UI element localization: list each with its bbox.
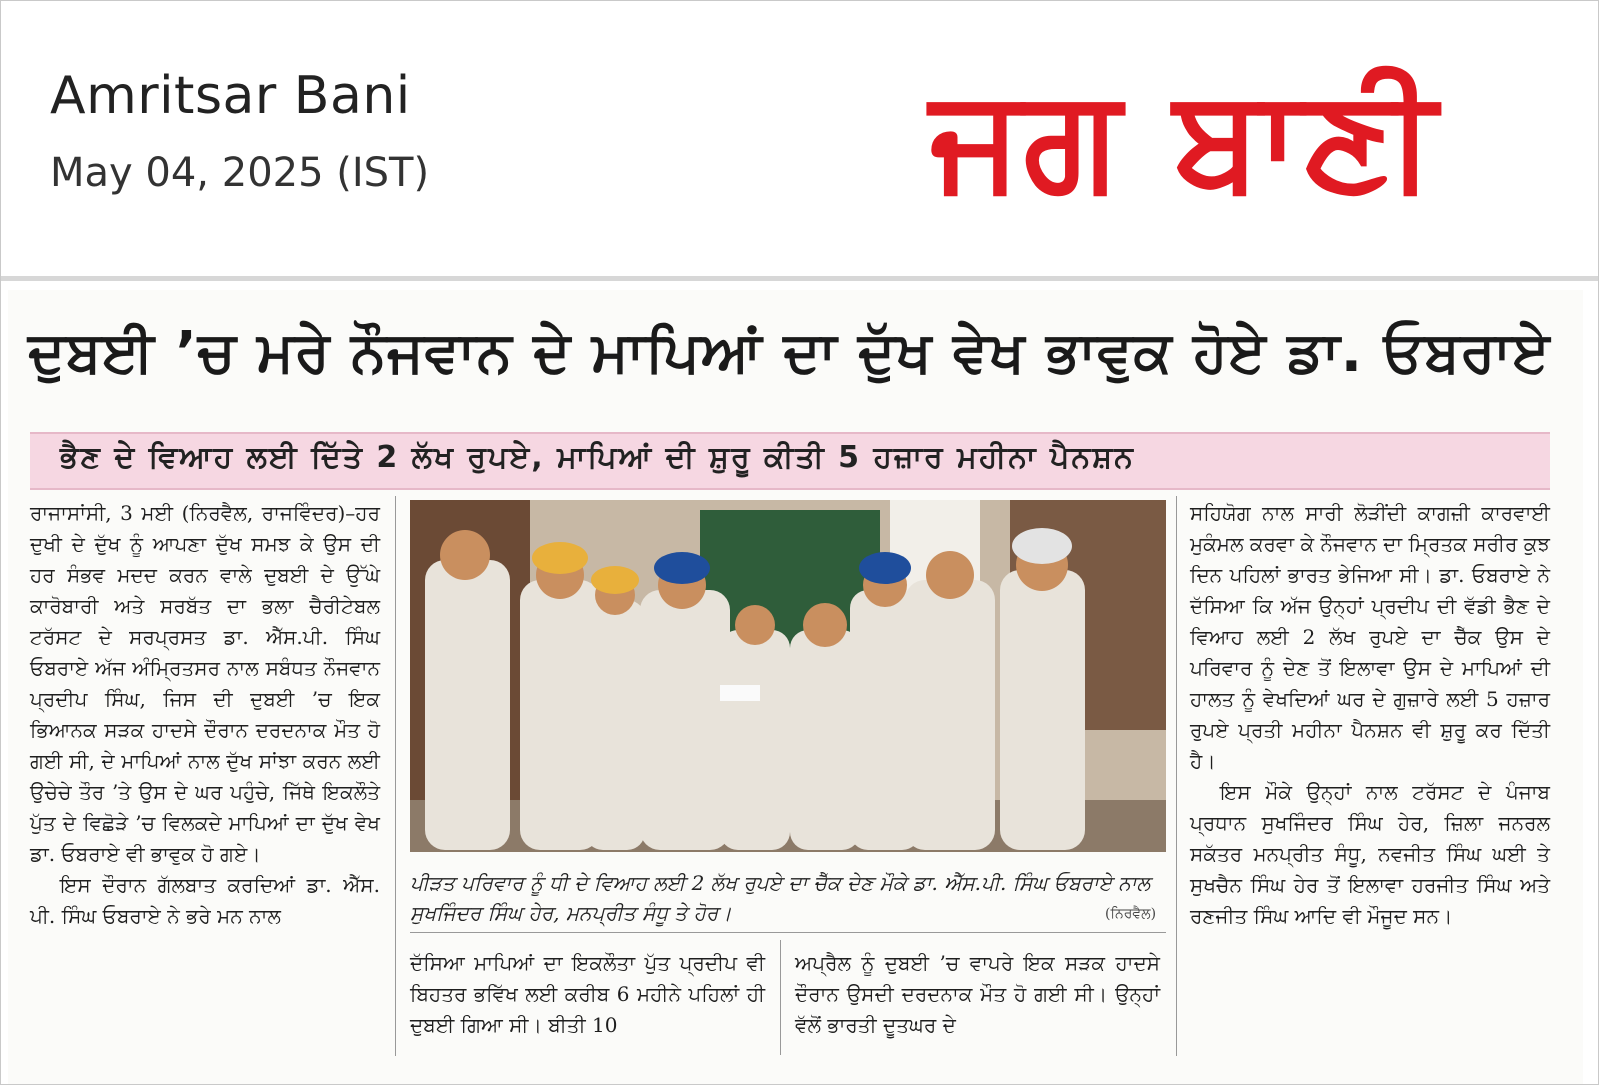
- paragraph: ਇਸ ਦੌਰਾਨ ਗੱਲਬਾਤ ਕਰਦਿਆਂ ਡਾ. ਐੱਸ. ਪੀ. ਸਿੰਘ ਓਬਰਾਏ ਨੇ ਭਰੇ ਮਨ ਨਾਲ: [30, 873, 380, 928]
- source-name: Amritsar Bani: [50, 66, 411, 126]
- photo-credit: (ਨਿਰਵੈਲ): [1105, 906, 1157, 922]
- newspaper-masthead: ਜਗ ਬਾਣੀ: [930, 58, 1439, 221]
- article-subheadline: ਭੈਣ ਦੇ ਵਿਆਹ ਲਈ ਦਿੱਤੇ 2 ਲੱਖ ਰੁਪਏ, ਮਾਪਿਆਂ ਦੀ ਸ਼ੁਰੂ ਕੀਤੀ 5 ਹਜ਼ਾਰ ਮਹੀਨਾ ਪੈਨਸ਼ਨ: [60, 440, 1135, 475]
- publication-date: May 04, 2025 (IST): [50, 150, 430, 196]
- paragraph: ਇਸ ਮੌਕੇ ਉਨ੍ਹਾਂ ਨਾਲ ਟਰੱਸਟ ਦੇ ਪੰਜਾਬ ਪ੍ਰਧਾਨ ਸੁਖਜਿੰਦਰ ਸਿੰਘ ਹੇਰ, ਜ਼ਿਲਾ ਜਨਰਲ ਸਕੱਤਰ ਮਨਪ੍ਰੀਤ ਸੰਧੂ, ਨਵਜੀਤ ਸਿੰਘ ਘਈ ਤੇ ਸੁਖਚੈਨ ਸਿੰਘ ਹੇਰ ਤੋਂ ਇਲਾਵਾ ਹਰਜੀਤ ਸਿੰਘ ਅਤੇ ਰਣਜੀਤ ਸਿੰਘ ਆਦਿ ਵੀ ਮੌਜੂਦ ਸਨ।: [1190, 780, 1550, 928]
- paragraph: ਅਪ੍ਰੈਲ ਨੂੰ ਦੁਬਈ ’ਚ ਵਾਪਰੇ ਇਕ ਸੜਕ ਹਾਦਸੇ ਦੌਰਾਨ ਉਸਦੀ ਦਰਦਨਾਕ ਮੌਤ ਹੋ ਗਈ ਸੀ। ਉਨ੍ਹਾਂ ਵੱਲੋਂ ਭਾਰਤੀ ਦੂਤਘਰ ਦੇ: [795, 951, 1160, 1037]
- paragraph: ਦੱਸਿਆ ਮਾਪਿਆਂ ਦਾ ਇਕਲੌਤਾ ਪੁੱਤ ਪ੍ਰਦੀਪ ਵੀ ਬਿਹਤਰ ਭਵਿੱਖ ਲਈ ਕਰੀਬ 6 ਮਹੀਨੇ ਪਹਿਲਾਂ ਹੀ ਦੁਬਈ ਗਿਆ ਸੀ। ਬੀਤੀ 10: [410, 951, 765, 1037]
- article-headline: ਦੁਬਈ ’ਚ ਮਰੇ ਨੌਜਵਾਨ ਦੇ ਮਾਪਿਆਂ ਦਾ ਦੁੱਖ ਵੇਖ ਭਾਵੁਕ ਹੋਏ ਡਾ. ਓਬਰਾਏ: [28, 320, 1551, 385]
- paragraph: ਸਹਿਯੋਗ ਨਾਲ ਸਾਰੀ ਲੋੜੀਂਦੀ ਕਾਗਜ਼ੀ ਕਾਰਵਾਈ ਮੁਕੰਮਲ ਕਰਵਾ ਕੇ ਨੌਜਵਾਨ ਦਾ ਮ੍ਰਿਤਕ ਸਰੀਰ ਕੁਝ ਦਿਨ ਪਹਿਲਾਂ ਭਾਰਤ ਭੇਜਿਆ ਸੀ। ਡਾ. ਓਬਰਾਏ ਨੇ ਦੱਸਿਆ ਕਿ ਅੱਜ ਉਨ੍ਹਾਂ ਪ੍ਰਦੀਪ ਦੀ ਵੱਡੀ ਭੈਣ ਦੇ ਵਿਆਹ ਲਈ 2 ਲੱਖ ਰੁਪਏ ਦਾ ਚੈੱਕ ਉਸ ਦੇ ਪਰਿਵਾਰ ਨੂੰ ਦੇਣ ਤੋਂ ਇਲਾਵਾ ਉਸ ਦੇ ਮਾਪਿਆਂ ਦੀ ਹਾਲਤ ਨੂੰ ਵੇਖਦਿਆਂ ਘਰ ਦੇ ਗੁਜ਼ਾਰੇ ਲਈ 5 ਹਜ਼ਾਰ ਰੁਪਏ ਪ੍ਰਤੀ ਮਹੀਨਾ ਪੈਨਸ਼ਨ ਵੀ ਸ਼ੁਰੂ ਕਰ ਦਿੱਤੀ ਹੈ।: [1190, 501, 1550, 773]
- paragraph: ਰਾਜਾਸਾਂਸੀ, 3 ਮਈ (ਨਿਰਵੈਲ, ਰਾਜਵਿੰਦਰ)–ਹਰ ਦੁਖੀ ਦੇ ਦੁੱਖ ਨੂੰ ਆਪਣਾ ਦੁੱਖ ਸਮਝ ਕੇ ਉਸ ਦੀ ਹਰ ਸੰਭਵ ਮਦਦ ਕਰਨ ਵਾਲੇ ਦੁਬਈ ਦੇ ਉੱਘੇ ਕਾਰੋਬਾਰੀ ਅਤੇ ਸਰਬੱਤ ਦਾ ਭਲਾ ਚੈਰੀਟੇਬਲ ਟਰੱਸਟ ਦੇ ਸਰਪ੍ਰਸਤ ਡਾ. ਐੱਸ.ਪੀ. ਸਿੰਘ ਓਬਰਾਏ ਅੱਜ ਅੰਮ੍ਰਿਤਸਰ ਨਾਲ ਸਬੰਧਤ ਨੌਜਵਾਨ ਪ੍ਰਦੀਪ ਸਿੰਘ, ਜਿਸ ਦੀ ਦੁਬਈ ’ਚ ਇਕ ਭਿਆਨਕ ਸੜਕ ਹਾਦਸੇ ਦੌਰਾਨ ਦਰਦਨਾਕ ਮੌਤ ਹੋ ਗਈ ਸੀ, ਦੇ ਮਾਪਿਆਂ ਨਾਲ ਦੁੱਖ ਸਾਂਝਾ ਕਰਨ ਲਈ ਉਚੇਚੇ ਤੌਰ ’ਤੇ ਉਸ ਦੇ ਘਰ ਪਹੁੰਚੇ, ਜਿੱਥੇ ਇਕਲੌਤੇ ਪੁੱਤ ਦੇ ਵਿਛੋੜੇ ’ਚ ਵਿਲਕਦੇ ਮਾਪਿਆਂ ਦਾ ਦੁੱਖ ਵੇਖ ਡਾ. ਓਬਰਾਏ ਵੀ ਭਾਵੁਕ ਹੋ ਗਏ।: [30, 501, 380, 866]
- photo-caption: ਪੀੜਤ ਪਰਿਵਾਰ ਨੂੰ ਧੀ ਦੇ ਵਿਆਹ ਲਈ 2 ਲੱਖ ਰੁਪਏ ਦਾ ਚੈੱਕ ਦੇਣ ਮੌਕੇ ਡਾ. ਐੱਸ.ਪੀ. ਸਿੰਘ ਓਬਰਾਏ ਨਾਲ ਸੁਖਜਿੰਦਰ ਸਿੰਘ ਹੇਰ, ਮਨਪ੍ਰੀਤ ਸੰਧੂ ਤੇ ਹੋਰ।: [410, 871, 1150, 925]
